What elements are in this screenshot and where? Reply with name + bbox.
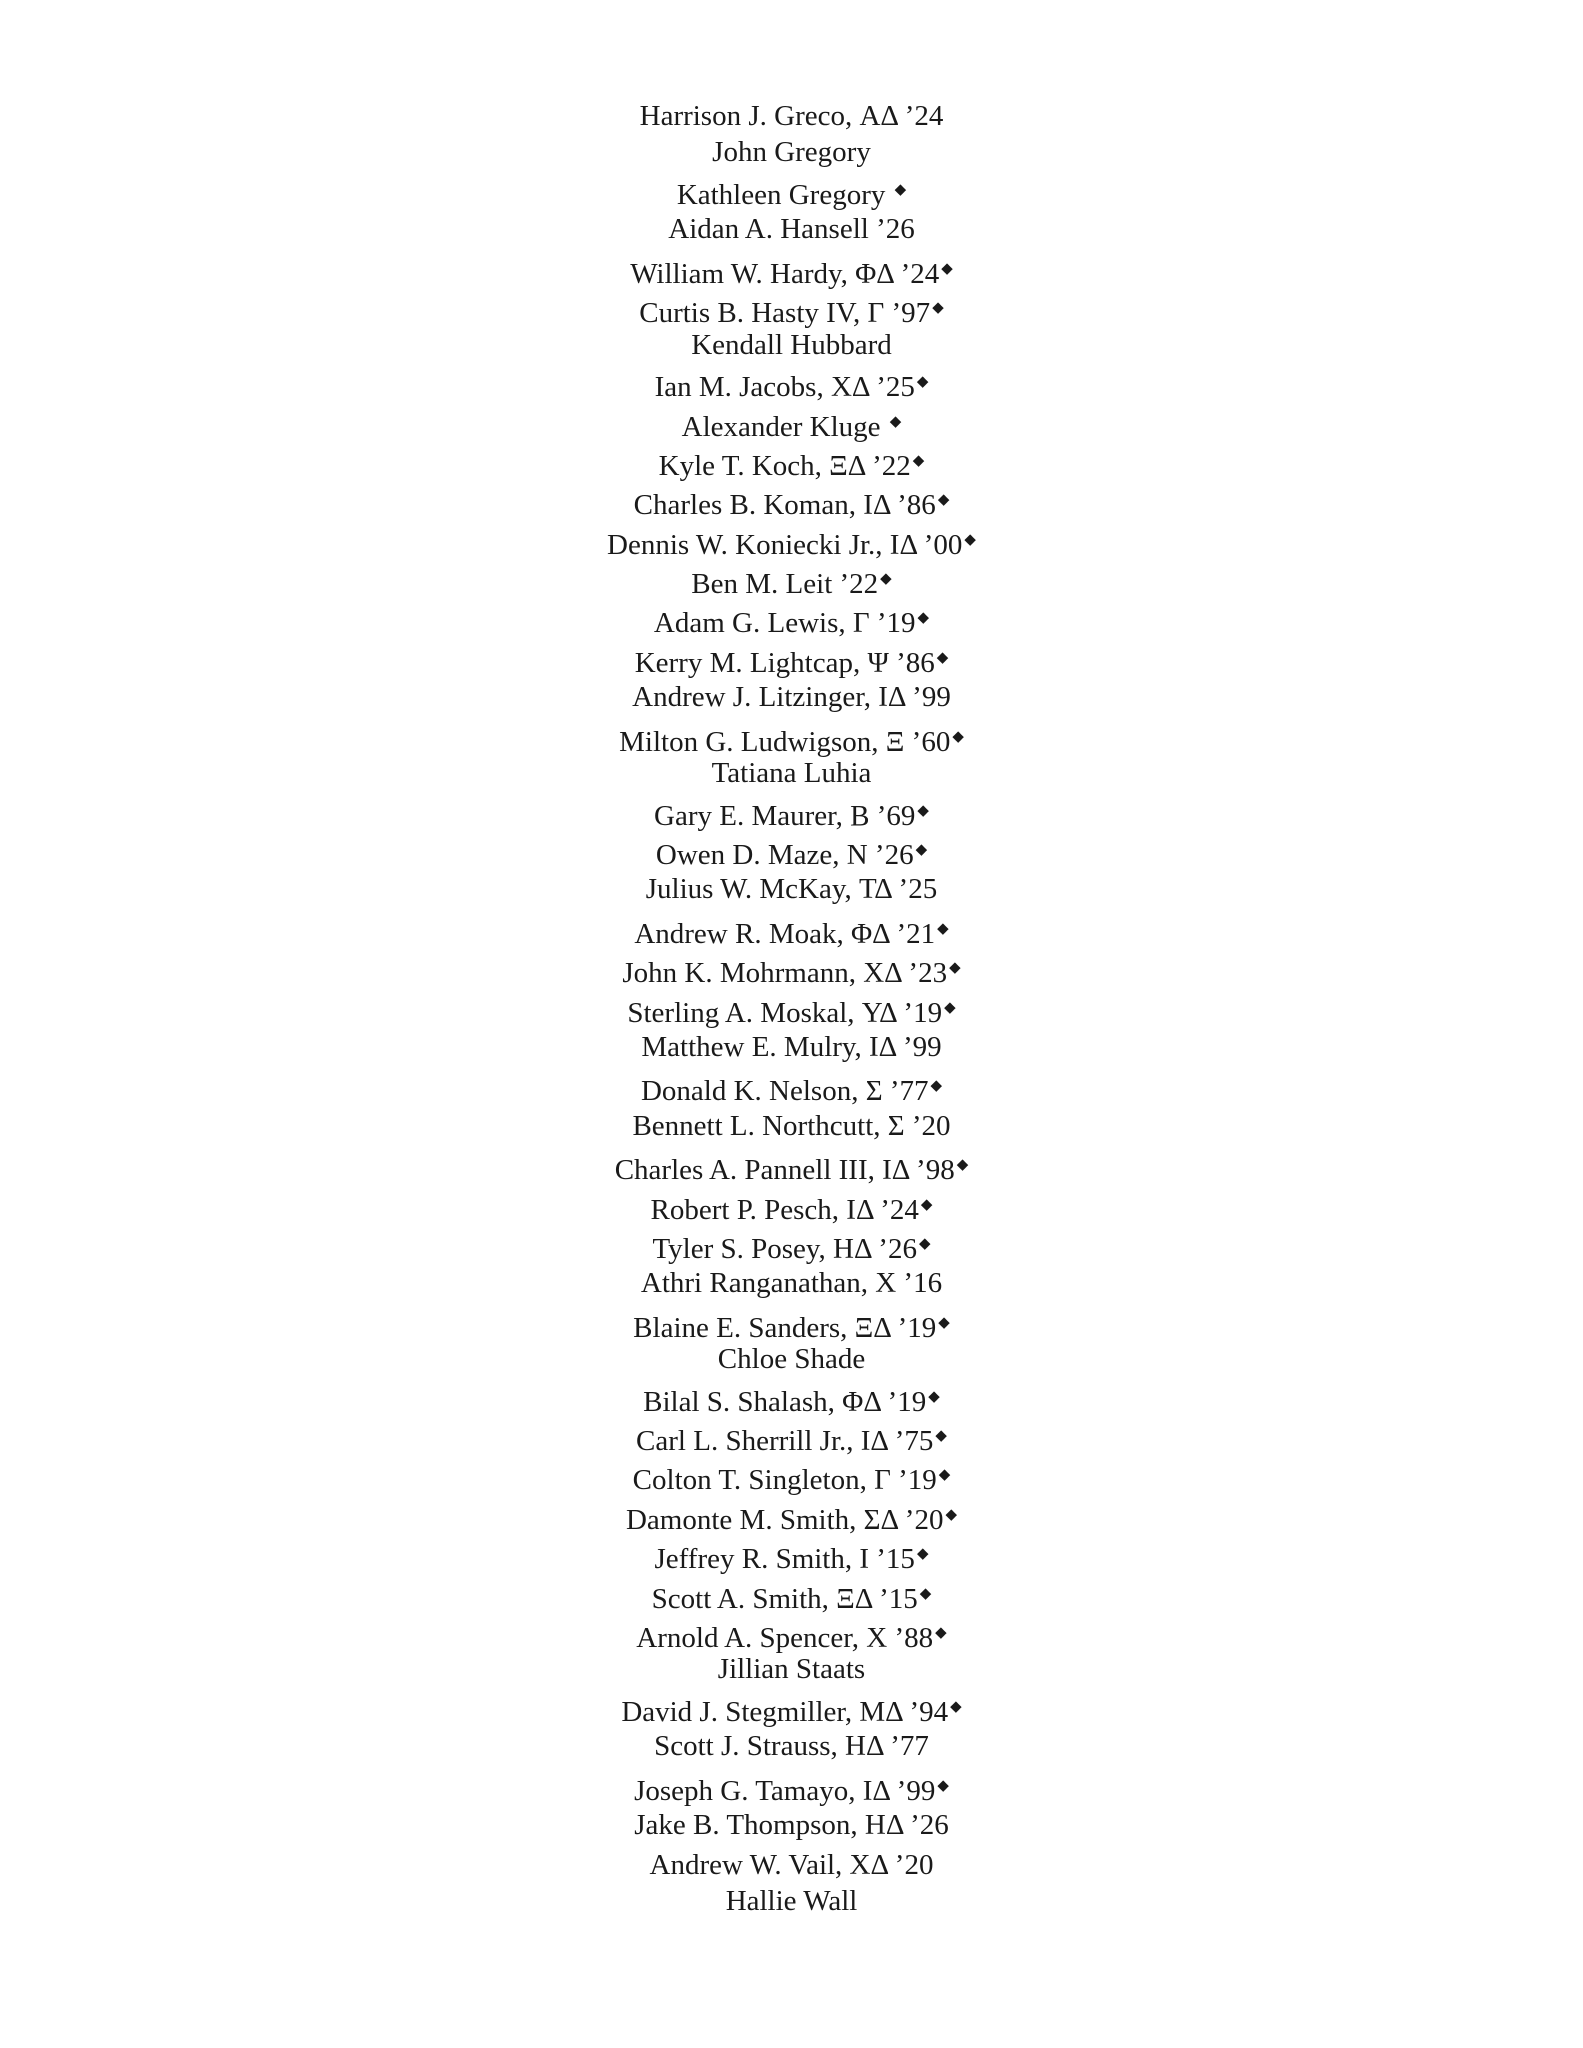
name-entry: [0, 170, 1583, 209]
name-entry: [0, 1066, 1583, 1108]
diamond-marker-icon: ◆: [917, 610, 930, 627]
name-entry: [0, 1377, 1583, 1416]
name-text: Dennis W. Koniecki Jr., ΙΔ ’00: [607, 528, 963, 561]
diamond-marker-icon: ◆: [935, 1625, 947, 1642]
name-text: Charles A. Pannell III, ΙΔ ’98: [614, 1154, 955, 1187]
name-entry: [0, 520, 1583, 559]
diamond-marker-icon: ◆: [935, 1428, 947, 1445]
diamond-marker-icon: ◆: [936, 649, 949, 666]
diamond-marker-icon: ◆: [937, 492, 950, 509]
name-entry: [0, 717, 1583, 756]
name-text: Robert P. Pesch, ΙΔ ’24: [650, 1193, 919, 1226]
diamond-marker-icon: ◆: [937, 920, 949, 937]
name-entry: [0, 791, 1583, 830]
diamond-marker-icon: ◆: [938, 1314, 950, 1331]
name-text: Chloe Shade: [717, 1343, 866, 1376]
name-text: Damonte M. Smith, ΣΔ ’20: [625, 1503, 944, 1536]
name-text: Bilal S. Shalash, ΦΔ ’19: [643, 1385, 927, 1418]
name-text: Milton G. Ludwigson, Ξ ’60: [619, 725, 951, 758]
diamond-marker-icon: ◆: [928, 1388, 940, 1405]
name-text: Alexander Kluge: [681, 410, 888, 443]
name-entry: [0, 328, 1583, 363]
diamond-marker-icon: ◆: [956, 1157, 969, 1174]
name-entry: [0, 559, 1583, 601]
diamond-marker-icon: ◆: [919, 1585, 932, 1602]
name-text: Curtis B. Hasty IV, Γ ’97: [639, 297, 931, 330]
name-entry: [0, 1613, 1583, 1655]
name-entry: [0, 1845, 1583, 1884]
name-text: Donald K. Nelson, Σ ’77: [640, 1075, 929, 1108]
name-text: Aidan A. Hansell ’26: [668, 213, 915, 246]
name-entry: [0, 948, 1583, 990]
name-text: Gary E. Maurer, Β ’69: [654, 799, 916, 832]
name-text: Bennett L. Northcutt, Σ ’20: [632, 1109, 951, 1142]
name-text: Adam G. Lewis, Γ ’19: [653, 607, 916, 640]
diamond-marker-icon: ◆: [930, 1078, 943, 1095]
name-text: Arnold A. Spencer, Χ ’88: [636, 1622, 934, 1655]
diamond-marker-icon: ◆: [918, 1235, 931, 1252]
diamond-marker-icon: ◆: [944, 999, 956, 1016]
name-text: John K. Mohrmann, ΧΔ ’23: [622, 957, 948, 990]
name-text: Jake B. Thompson, ΗΔ ’26: [634, 1809, 949, 1842]
name-entry: [0, 909, 1583, 948]
diamond-marker-icon: ◆: [912, 452, 925, 469]
donor-name-list: [0, 96, 1583, 1919]
name-text: Kyle T. Koch, ΞΔ ’22: [658, 449, 911, 482]
name-entry: [0, 1805, 1583, 1844]
name-text: Joseph G. Tamayo, ΙΔ ’99: [634, 1774, 936, 1807]
name-entry: [0, 1185, 1583, 1224]
name-entry: [0, 402, 1583, 441]
name-entry: [0, 209, 1583, 248]
name-entry: [0, 1574, 1583, 1613]
name-entry: [0, 1342, 1583, 1377]
name-entry: [0, 362, 1583, 404]
name-entry: [0, 869, 1583, 908]
diamond-marker-icon: ◆: [938, 1467, 951, 1484]
name-text: Scott A. Smith, ΞΔ ’15: [651, 1582, 918, 1615]
name-entry: [0, 1652, 1583, 1687]
diamond-marker-icon: ◆: [937, 1777, 949, 1794]
name-text: Scott J. Strauss, ΗΔ ’77: [654, 1730, 929, 1763]
diamond-marker-icon: ◆: [915, 842, 928, 859]
name-entry: [0, 480, 1583, 522]
name-text: Carl L. Sherrill Jr., ΙΔ ’75: [636, 1425, 934, 1458]
name-text: Tatiana Luhia: [711, 757, 872, 790]
name-text: Andrew W. Vail, ΧΔ ’20: [649, 1848, 934, 1881]
name-text: Sterling A. Moskal, ΥΔ ’19: [627, 996, 943, 1029]
name-text: Andrew R. Moak, ΦΔ ’21: [634, 917, 936, 950]
diamond-marker-icon: ◆: [952, 728, 964, 745]
name-entry: [0, 1495, 1583, 1534]
name-entry: [0, 1224, 1583, 1263]
diamond-marker-icon: ◆: [894, 181, 907, 198]
diamond-marker-icon: ◆: [880, 571, 892, 588]
name-entry: [0, 1766, 1583, 1805]
name-entry: [0, 598, 1583, 640]
name-text: Blaine E. Sanders, ΞΔ ’19: [633, 1311, 937, 1344]
name-text: John Gregory: [712, 136, 871, 169]
diamond-marker-icon: ◆: [964, 531, 976, 548]
name-entry: [0, 288, 1583, 330]
diamond-marker-icon: ◆: [941, 260, 953, 277]
name-entry: [0, 638, 1583, 677]
name-entry: [0, 988, 1583, 1027]
name-entry: [0, 677, 1583, 716]
name-entry: [0, 1687, 1583, 1729]
name-entry: [0, 249, 1583, 288]
diamond-marker-icon: ◆: [949, 960, 961, 977]
name-text: Andrew J. Litzinger, ΙΔ ’99: [632, 681, 951, 714]
name-text: David J. Stegmiller, ΜΔ ’94: [621, 1696, 949, 1729]
diamond-marker-icon: ◆: [945, 1506, 958, 1523]
name-text: Hallie Wall: [725, 1884, 858, 1917]
name-entry: [0, 1455, 1583, 1497]
diamond-marker-icon: ◆: [916, 1546, 929, 1563]
name-entry: [0, 1884, 1583, 1919]
name-entry: [0, 1303, 1583, 1342]
name-text: Colton T. Singleton, Γ ’19: [632, 1464, 937, 1497]
name-text: Kerry M. Lightcap, Ψ ’86: [634, 646, 935, 679]
name-text: Athri Ranganathan, Χ ’16: [640, 1267, 943, 1300]
name-entry: [0, 96, 1583, 135]
name-text: Ben M. Leit ’22: [691, 568, 879, 601]
name-text: Jillian Staats: [717, 1653, 866, 1686]
name-entry: [0, 756, 1583, 791]
diamond-marker-icon: ◆: [889, 413, 902, 430]
name-text: Julius W. McKay, ΤΔ ’25: [645, 873, 938, 906]
name-entry: [0, 1416, 1583, 1458]
name-text: Jeffrey R. Smith, Ι ’15: [654, 1543, 915, 1576]
diamond-marker-icon: ◆: [920, 1196, 933, 1213]
name-text: Kendall Hubbard: [691, 328, 892, 361]
name-entry: [0, 1145, 1583, 1187]
name-text: Ian M. Jacobs, ΧΔ ’25: [654, 371, 915, 404]
diamond-marker-icon: ◆: [932, 300, 944, 317]
name-entry: [0, 830, 1583, 872]
name-text: William W. Hardy, ΦΔ ’24: [630, 257, 940, 290]
name-entry: [0, 441, 1583, 480]
name-text: Charles B. Koman, ΙΔ ’86: [633, 489, 936, 522]
name-text: Matthew E. Mulry, ΙΔ ’99: [641, 1030, 942, 1063]
name-entry: [0, 1534, 1583, 1576]
name-text: Owen D. Maze, Ν ’26: [655, 839, 914, 872]
diamond-marker-icon: ◆: [917, 802, 929, 819]
name-entry: [0, 1263, 1583, 1302]
name-text: Tyler S. Posey, ΗΔ ’26: [652, 1232, 917, 1265]
name-text: Kathleen Gregory: [676, 178, 893, 211]
name-entry: [0, 1726, 1583, 1765]
name-entry: [0, 1106, 1583, 1145]
diamond-marker-icon: ◆: [950, 1699, 962, 1716]
name-entry: [0, 135, 1583, 170]
name-entry: [0, 1027, 1583, 1066]
diamond-marker-icon: ◆: [916, 374, 929, 391]
name-text: Harrison J. Greco, ΑΔ ’24: [639, 100, 944, 132]
